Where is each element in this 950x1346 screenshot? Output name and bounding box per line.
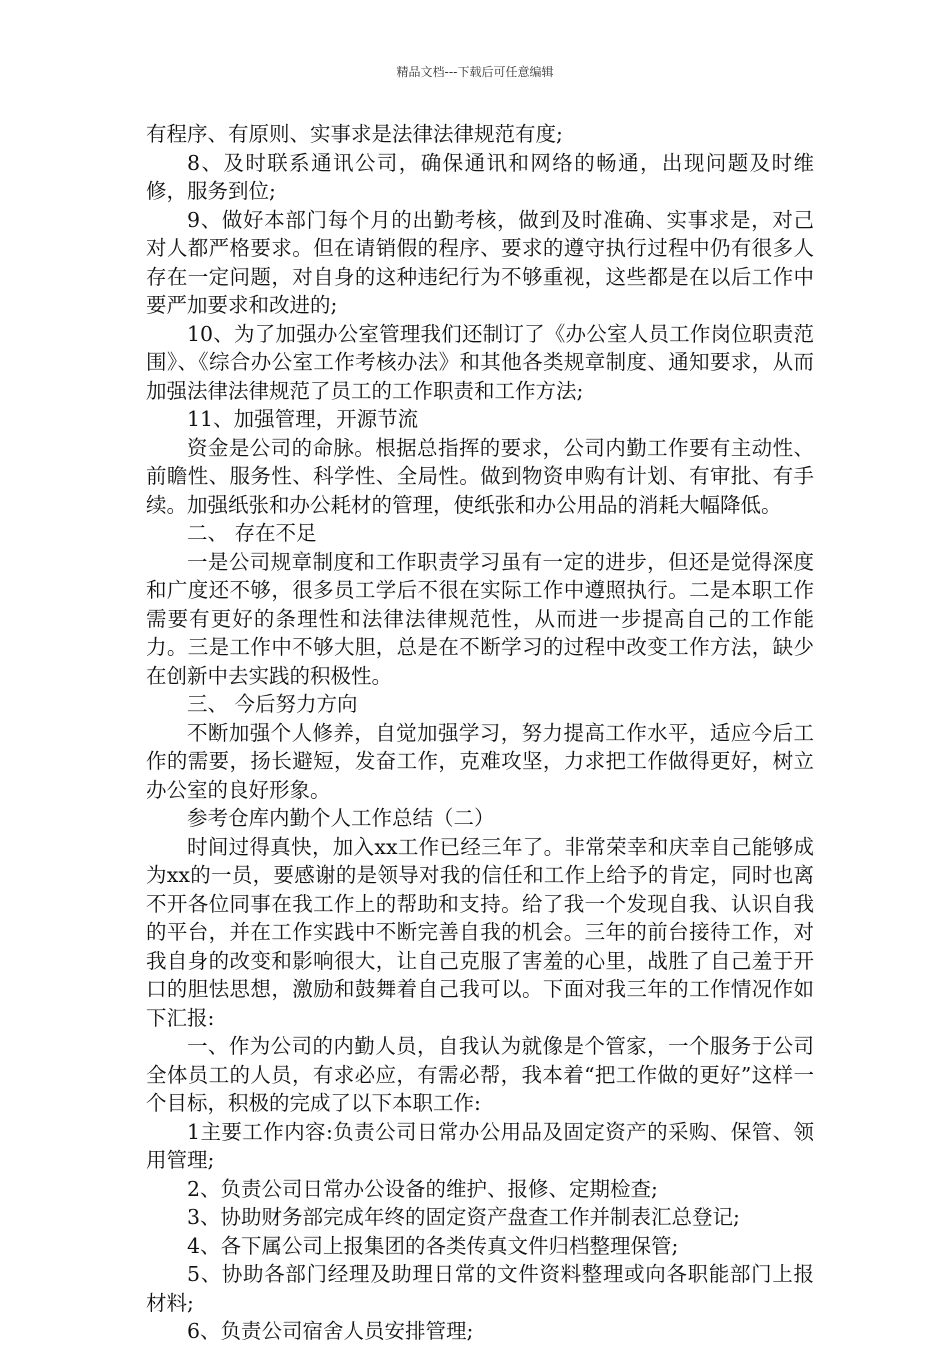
list-item: 2、负责公司日常办公设备的维护、报修、定期检查; xyxy=(187,1176,658,1201)
paragraph: 一、作为公司的内勤人员，自我认为就像是个管家，一个服务于公司全体员工的人员，有求必应，有需必帮，我本着“把工作做的更好”这样一个目标，积极的完成了以下本职工作: xyxy=(146,1034,814,1115)
list-item: 3、协助财务部完成年终的固定资产盘查工作并制表汇总登记; xyxy=(187,1205,740,1229)
paragraph: 不断加强个人修养，自觉加强学习，努力提高工作水平，适应今后工作的需要，扬长避短，发奋工作，克难攻坚，力求把工作做得更好，树立办公室的良好形象。 xyxy=(146,720,814,802)
list-item: 4、各下属公司上报集团的各类传真文件归档整理保管; xyxy=(187,1233,679,1258)
paragraph: 资金是公司的命脉。根据总指挥的要求，公司内勤工作要有主动性、前瞻性、服务性、科学性、全局性。做到物资申购有计划、有审批、有手续。加强纸张和办公耗材的管理，使纸张和办公用品的消耗大幅降低。 xyxy=(146,435,814,517)
document-subtitle: 参考仓库内勤个人工作总结（二） xyxy=(187,806,495,830)
paragraph: 一是公司规章制度和工作职责学习虽有一定的进步，但还是觉得深度和广度还不够，很多员工学后不很在实际工作中遵照执行。二是本职工作需要有更好的条理性和法律法律规范性，从而进一步提高自己的工作能力。三是工作中不够大胆，总是在不断学习的过程中改变工作方法，缺少在创新中去实践的积极性。 xyxy=(146,549,814,688)
document-body xyxy=(146,120,814,1346)
page-header: 精品文档---下载后可任意编辑 xyxy=(396,65,554,79)
list-item: 6、负责公司宿舍人员安排管理; xyxy=(187,1319,474,1343)
section-heading: 11、加强管理，开源节流 xyxy=(187,407,419,431)
list-item: 5、协助各部门经理及助理日常的文件资料整理或向各职能部门上报材料; xyxy=(146,1262,814,1315)
paragraph: 有程序、有原则、实事求是法律法律规范有度; xyxy=(146,122,563,146)
paragraph: 时间过得真快，加入xx工作已经三年了。非常荣幸和庆幸自己能够成为xx的一员，要感谢的是领导对我的信任和工作上给予的肯定，同时也离不开各位同事在我工作上的帮助和支持。给了我一个发现自我、认识自我的平台，并在工作实践中不断完善自我的机会。三年的前台接待工作，对我自身的改变和影响很大，让自己克服了害羞的心里，战胜了自己羞于开口的胆怯思想，激励和鼓舞着自己我可以。下面对我三年的工作情况作如下汇报: xyxy=(146,834,814,1030)
paragraph: 8、及时联系通讯公司，确保通讯和网络的畅通，出现问题及时维修，服务到位; xyxy=(146,150,814,203)
paragraph: 9、做好本部门每个月的出勤考核，做到及时准确、实事求是，对己对人都严格要求。但在请销假的程序、要求的遵守执行过程中仍有很多人存在一定问题，对自身的这种违纪行为不够重视，这些都是在以后工作中要严加要求和改进的; xyxy=(146,207,814,317)
section-heading: 三、 今后努力方向 xyxy=(187,692,358,716)
paragraph: 10、为了加强办公室管理我们还制订了《办公室人员工作岗位职责范围》、《综合办公室工作考核办法》和其他各类规章制度、通知要求，从而加强法律法律规范了员工的工作职责和工作方法; xyxy=(146,321,814,403)
list-item: 1主要工作内容:负责公司日常办公用品及固定资产的采购、保管、领用管理; xyxy=(146,1119,814,1172)
section-heading: 二、 存在不足 xyxy=(187,521,317,545)
